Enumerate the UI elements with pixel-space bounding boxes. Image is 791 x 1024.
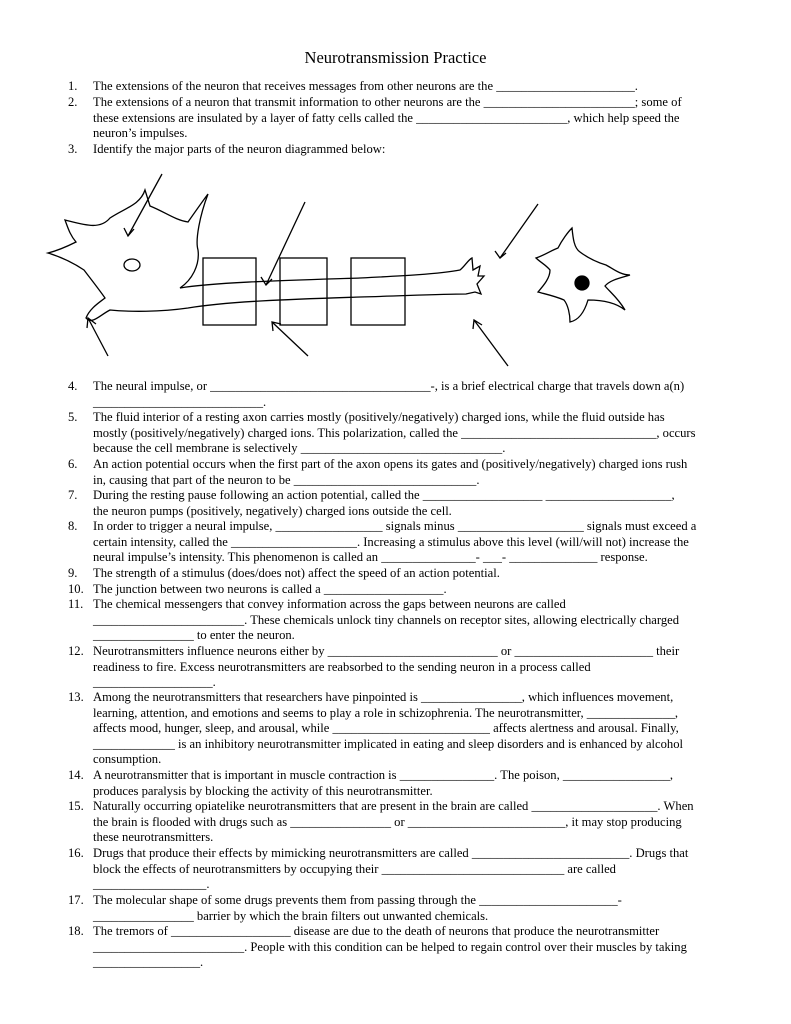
question-text: The extensions of the neuron that receives messages from other neurons are the ______________________. <box>93 79 638 93</box>
question-text: Among the neurotransmitters that researchers have pinpointed is ________________, which influences movement, learning, attention, and emotions and seems to play a role in schizophrenia. The neurotransmitter, ______________, affects mood, hunger, sleep, and arousal, while _________________________ affects alertness and arousal. Finally, _____________ is an inhibitory neurotransmitter implicated in eating and sleep disorders and is enhanced by alcohol consumption. <box>93 690 684 767</box>
question-10 <box>68 582 748 598</box>
question-number: 10. <box>68 582 84 596</box>
question-number: 8. <box>68 519 78 533</box>
question-number: 5. <box>68 410 78 424</box>
question-text: Naturally occurring opiatelike neurotransmitters that are present in the brain are called ____________________. When the brain is flooded with drugs such as ________________ or _________________________, it may stop producing these neurotransmitters. <box>93 799 694 845</box>
question-1 <box>68 79 748 95</box>
nucleus-outline <box>124 259 140 271</box>
question-text: Drugs that produce their effects by mimicking neurotransmitters are called _________________________. Drugs that block the effects of neurotransmitters by occupying their _____________________________ are called __________________. <box>93 846 689 892</box>
question-number: 1. <box>68 79 78 93</box>
question-8 <box>68 519 748 566</box>
question-4 <box>68 379 748 410</box>
question-text: The neural impulse, or ___________________________________-, is a brief electrical charge that travels down a(n) ___________________________. <box>93 379 685 409</box>
question-text: Neurotransmitters influence neurons either by ___________________________ or ______________________ their readiness to fire. Excess neurotransmitters are reabsorbed to the sending neuron in a process called ___________________. <box>93 644 680 690</box>
question-9 <box>68 566 748 582</box>
arrow-lower-left <box>88 318 108 356</box>
question-text: Identify the major parts of the neuron diagrammed below: <box>93 142 386 156</box>
question-number: 3. <box>68 142 78 156</box>
question-number: 11. <box>68 597 84 611</box>
myelin-segment <box>280 258 327 325</box>
arrow-terminal-bottom <box>474 320 508 366</box>
arrow-axon <box>266 202 305 285</box>
question-12 <box>68 644 748 691</box>
question-text: During the resting pause following an action potential, called the ___________________ ____________________, the neuron pumps (positively, negatively) charged ions outside the cell. <box>93 488 675 518</box>
question-2 <box>68 95 748 142</box>
question-number: 4. <box>68 379 78 393</box>
question-18 <box>68 924 748 971</box>
question-number: 17. <box>68 893 84 907</box>
question-number: 12. <box>68 644 84 658</box>
question-text: The extensions of a neuron that transmit information to other neurons are the ________________________; some of these extensions are insulated by a layer of fatty cells called the ________________________, which help speed the neuron’s impulses. <box>93 95 682 141</box>
question-17 <box>68 893 748 924</box>
neuron-diagram <box>40 170 740 375</box>
question-text: An action potential occurs when the first part of the axon opens its gates and (positively/negatively) charged ions rush in, causing that part of the neuron to be _____________________________. <box>93 457 688 487</box>
question-number: 6. <box>68 457 78 471</box>
question-3 <box>68 142 748 158</box>
question-number: 9. <box>68 566 78 580</box>
question-text: The strength of a stimulus (does/does not) affect the speed of an action potential. <box>93 566 500 580</box>
question-text: The tremors of ___________________ disease are due to the death of neurons that produce the neurotransmitter ________________________. People with this condition can be helped to regain control over their muscles by taking _________________. <box>93 924 687 970</box>
question-number: 2. <box>68 95 78 109</box>
question-number: 14. <box>68 768 84 782</box>
myelin-segment <box>351 258 405 325</box>
question-number: 18. <box>68 924 84 938</box>
page-title: Neurotransmission Practice <box>304 48 487 67</box>
question-text: In order to trigger a neural impulse, _________________ signals minus ____________________ signals must exceed a certain intensity, called the ____________________. Increasing a stimulus above this level (will/will not) increase the neural impulse’s intensity. This phenomenon is called an _______________- ___- ______________ response. <box>93 519 697 565</box>
question-7 <box>68 488 748 519</box>
receiving-neuron-outline <box>536 228 630 322</box>
arrowhead <box>124 228 134 236</box>
question-5 <box>68 410 748 457</box>
myelin-segment <box>203 258 256 325</box>
question-number: 13. <box>68 690 84 704</box>
question-6 <box>68 457 748 488</box>
receiving-nucleus <box>575 276 589 290</box>
question-16 <box>68 846 748 893</box>
question-13 <box>68 690 748 768</box>
question-text: The junction between two neurons is called a ___________________. <box>93 582 447 596</box>
question-text: The molecular shape of some drugs prevents them from passing through the ______________________- ________________ barrier by which the brain filters out unwanted chemicals. <box>93 893 622 923</box>
question-number: 7. <box>68 488 78 502</box>
cell-body-outline <box>48 190 484 320</box>
arrow-terminal-top <box>500 204 538 258</box>
question-number: 15. <box>68 799 84 813</box>
question-14 <box>68 768 748 799</box>
question-text: A neurotransmitter that is important in muscle contraction is _______________. The poison, _________________, produces paralysis by blocking the activity of this neurotransmitter. <box>93 768 674 798</box>
arrow-myelin <box>272 322 308 356</box>
question-number: 16. <box>68 846 84 860</box>
question-text: The chemical messengers that convey information across the gaps between neurons are called ________________________. These chemicals unlock tiny channels on receptor sites, allowing electrically charged ________________ to enter the neuron. <box>93 597 680 643</box>
question-11 <box>68 597 748 644</box>
question-15 <box>68 799 748 846</box>
question-text: The fluid interior of a resting axon carries mostly (positively/negatively) charged ions, while the fluid outside has mostly (positively/negatively) charged ions. This polarization, called the _______________________________, occurs because the cell membrane is selectively ________________________________. <box>93 410 696 456</box>
